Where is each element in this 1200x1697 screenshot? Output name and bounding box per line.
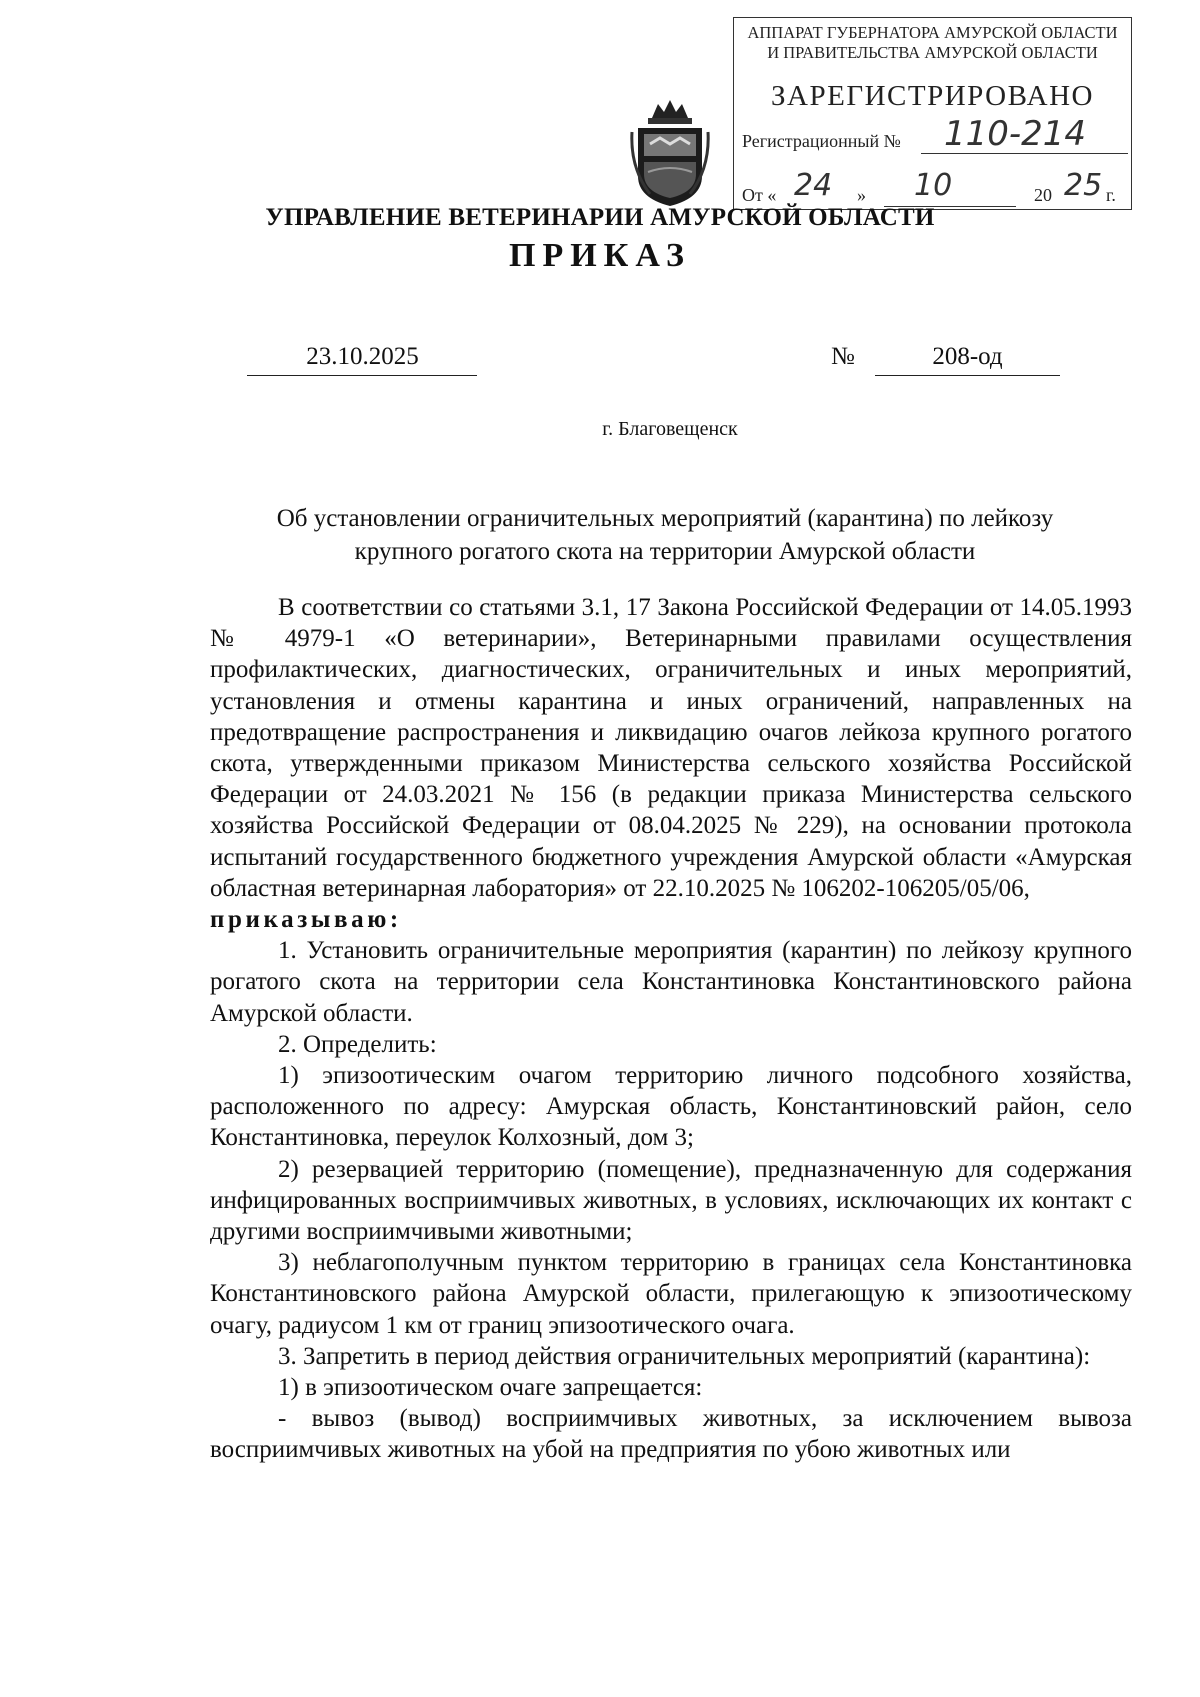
order-number-sign: № [831, 343, 855, 370]
item-2-2: 2) резервацией территорию (помещение), предназначенную для содержания инфицированных восприимчивых животных, в условиях, исключающих их контакт с другими восприимчивыми животными; [210, 1155, 1132, 1246]
item-2: 2. Определить: [278, 1030, 437, 1058]
coat-of-arms-emblem [630, 98, 710, 208]
city: г. Благовещенск [602, 418, 738, 440]
stamp-year-g: г. [1106, 185, 1116, 205]
order-subject [230, 502, 1100, 568]
stamp-quote-close: » [857, 185, 866, 205]
item-2-1: 1) эпизоотическим очагом территорию личного подсобного хозяйства, расположенного по адресу: Амурская область, Константиновский район, село Константиновка, переулок Колхозный, дом 3; [210, 1062, 1132, 1152]
stamp-month: 10 [914, 168, 953, 203]
stamp-org-line2: И ПРАВИТЕЛЬСТВА АМУРСКОЙ ОБЛАСТИ [767, 43, 1098, 62]
registration-stamp [733, 17, 1132, 210]
order-number-underline [875, 375, 1060, 376]
item-1: 1. Установить ограничительные мероприятия (карантин) по лейкозу крупного рогатого скота на территории села Константиновка Константиновского района Амурской области. [210, 937, 1132, 1027]
item-3-1-a: - вывоз (вывод) восприимчивых животных, за исключением вывоза восприимчивых животных на убой на предприятия по убою животных или [210, 1405, 1132, 1464]
preamble-paragraph: В соответствии со статьями 3.1, 17 Закона Российской Федерации от 14.05.1993 № 4979-1 «О ветеринарии», Ветеринарными правилами осуществления профилактических, диагностических, ограничительных и иных мероприятий, установления и отмены карантина и иных ограничений, направленных на предотвращение распространения и ликвидацию очагов лейкоза крупного рогатого скота, утвержденными приказом Министерства сельского хозяйства Российской Федерации от 24.03.2021 № 156 (в редакции приказа Министерства сельского хозяйства Российской Федерации от 08.04.2025 № 229), на основании протокола испытаний государственного бюджетного учреждения Амурской области «Амурская областная ветеринарная лаборатория» от 22.10.2025 № 106202-106205/05/06, [210, 594, 1132, 902]
subject-line-1: Об установлении ограничительных мероприятий (карантина) по лейкозу [276, 505, 1054, 532]
document-type-title: ПРИКАЗ [509, 237, 691, 274]
stamp-day: 24 [794, 168, 833, 203]
subject-line-2: крупного рогатого скота на территории Амурской области [354, 538, 976, 565]
stamp-org-line1: АППАРАТ ГУБЕРНАТОРА АМУРСКОЙ ОБЛАСТИ [747, 23, 1118, 42]
order-number: 208-од [932, 343, 1003, 370]
order-word: приказываю: [210, 906, 402, 934]
stamp-year-prefix: 20 [1034, 185, 1052, 205]
item-3-1: 1) в эпизоотическом очаге запрещается: [278, 1374, 703, 1402]
stamp-year-suffix: 25 [1064, 168, 1103, 203]
stamp-registered: ЗАРЕГИСТРИРОВАНО [771, 80, 1094, 112]
stamp-reg-label: Регистрационный № [742, 131, 901, 151]
order-body [210, 592, 1132, 1466]
item-2-3: 3) неблагополучным пунктом территорию в границах села Константиновка Константиновского района Амурской области, прилегающую к эпизоотическому очагу, радиусом 1 км от границ эпизоотического очага. [210, 1249, 1132, 1339]
agency-name: УПРАВЛЕНИЕ ВЕТЕРИНАРИИ АМУРСКОЙ ОБЛАСТИ [265, 204, 935, 231]
stamp-reg-number: 110-214 [944, 114, 1087, 154]
order-date: 23.10.2025 [306, 343, 419, 370]
order-date-underline [247, 375, 477, 376]
item-3: 3. Запретить в период действия ограничительных мероприятий (карантина): [278, 1342, 1091, 1370]
stamp-from-label: От « [742, 185, 777, 205]
